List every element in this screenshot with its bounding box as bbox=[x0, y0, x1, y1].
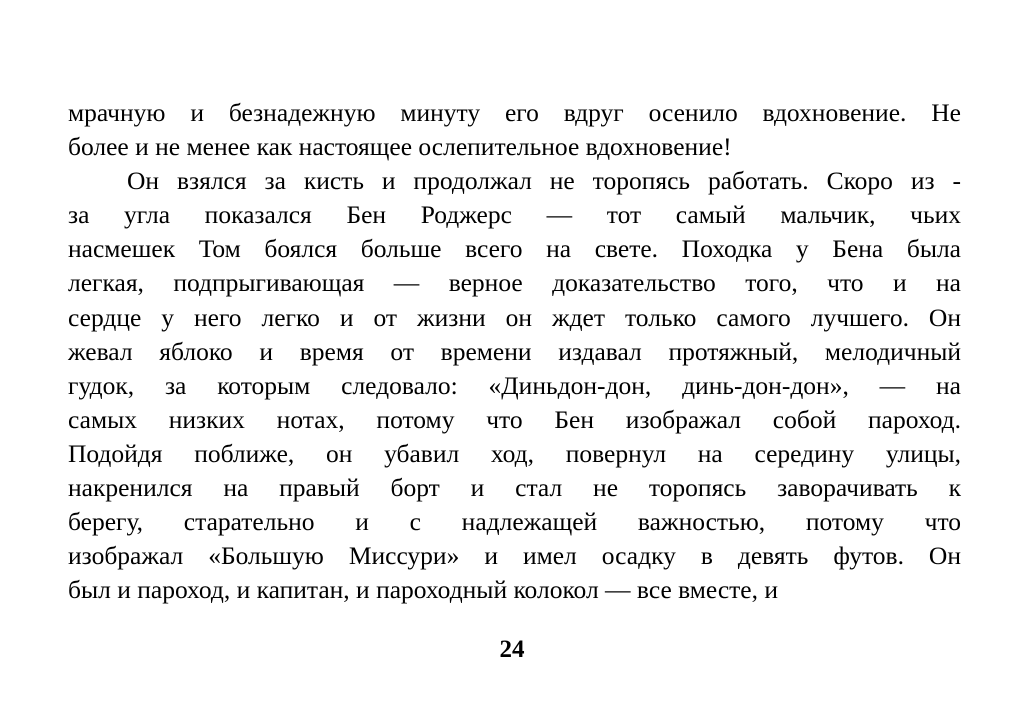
text-line: более и не менее как настоящее ослепительное вдохновение! bbox=[68, 132, 732, 162]
text-line: мрачную и безнадежную минуту его вдруг осенило вдохновение. Не bbox=[68, 98, 961, 127]
text-line: легкая, подпрыгивающая — верное доказательство того, что и на bbox=[68, 268, 961, 298]
text-line: берегу, старательно и с надлежащей важностью, потому что bbox=[68, 507, 961, 537]
text-line: жевал яблоко и время от времени издавал протяжный, мелодичный bbox=[68, 336, 961, 366]
text-line: самых низких нотах, потому что Бен изображал собой пароход. bbox=[68, 404, 961, 434]
text-line: изображал «Большую Миссури» и имел осадку в девять футов. Он bbox=[68, 541, 961, 571]
text-line: Подойдя поближе, он убавил ход, повернул на середину улицы, bbox=[68, 438, 961, 468]
body-text bbox=[68, 96, 961, 607]
text-line: был и пароход, и капитан, и пароходный колокол — все вместе, и bbox=[68, 575, 779, 605]
text-line: накренился на правый борт и стал не торопясь заворачивать к bbox=[68, 473, 961, 503]
text-line: гудок, за которым следовало: «Диньдон-дон, динь-дон-дон», — на bbox=[68, 370, 961, 400]
text-line: сердце у него легко и от жизни он ждет только самого лучшего. Он bbox=[68, 302, 961, 332]
text-line: за угла показался Бен Роджерс — тот самый мальчик, чьих bbox=[68, 200, 961, 230]
text-line: насмешек Том боялся больше всего на свете. Походка у Бена была bbox=[68, 234, 961, 264]
page-number: 24 bbox=[499, 636, 525, 663]
paragraph-first-line: Он взялся за кисть и продолжал не торопясь работать. Скоро из - bbox=[127, 166, 961, 196]
